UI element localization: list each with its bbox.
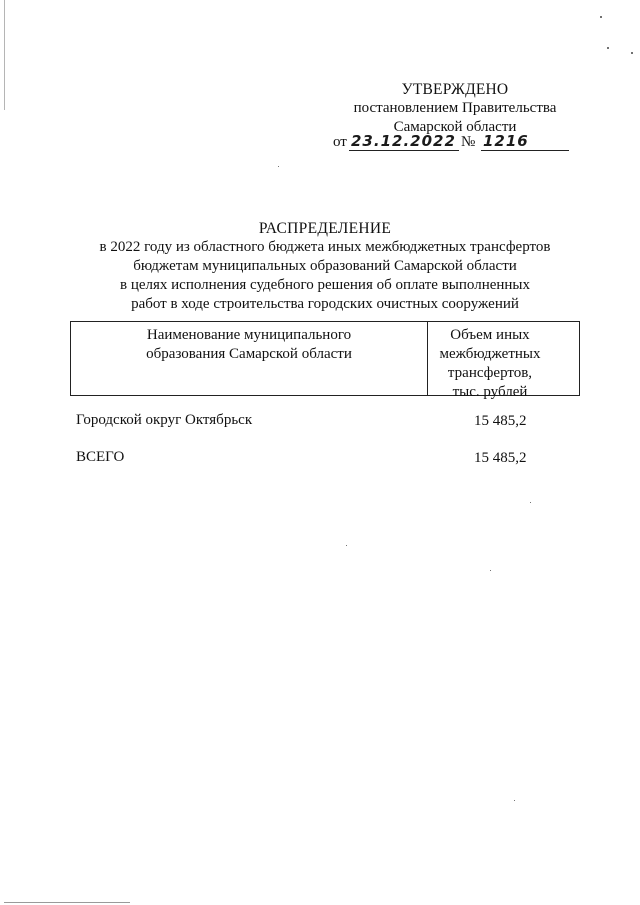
decree-reference: [333, 132, 573, 154]
scan-speck: [530, 502, 531, 503]
approval-title: УТВЕРЖДЕНО: [401, 81, 509, 98]
scan-margin-mark: [4, 0, 5, 110]
header-amount-column: [428, 326, 580, 402]
total-amount: 15 485,2: [474, 450, 527, 466]
document-title: РАСПРЕДЕЛЕНИЕ: [258, 220, 392, 237]
table-row: [76, 412, 580, 432]
approval-line-region: Самарской области: [393, 119, 517, 135]
scan-footer-line: [4, 902, 130, 903]
decree-date-handwritten: 23.12.2022: [351, 132, 456, 150]
header-amount-line: Объем иных: [450, 327, 530, 343]
approval-block: [330, 80, 580, 137]
heading-line: бюджетам муниципальных образований Самарской области: [133, 258, 517, 274]
heading-line: в целях исполнения судебного решения об оплате выполненных: [119, 277, 531, 293]
header-amount-line: трансфертов,: [447, 365, 533, 381]
header-name-line: Наименование муниципального: [146, 327, 352, 343]
scan-speck: [278, 166, 279, 167]
decree-number-label: №: [461, 134, 476, 150]
scan-speck: [600, 16, 602, 18]
row-municipality-name: Городской округ Октябрьск: [76, 412, 253, 428]
header-name-column: [71, 326, 427, 364]
document-heading: [70, 219, 580, 314]
table-header: [70, 321, 580, 400]
table-total-row: [76, 449, 580, 469]
decree-from-label: от: [333, 134, 347, 150]
header-name-line: образования Самарской области: [146, 346, 352, 362]
heading-line: работ в ходе строительства городских очистных сооружений: [131, 296, 519, 312]
decree-number-handwritten: 1216: [483, 132, 529, 150]
total-label: ВСЕГО: [76, 449, 125, 465]
scan-speck: [607, 47, 609, 49]
approval-line-resolution: постановлением Правительства: [353, 100, 557, 116]
decree-date-underline: [349, 150, 459, 151]
scan-speck: [631, 52, 633, 54]
scan-speck: [514, 800, 515, 801]
header-amount-line: межбюджетных: [439, 346, 541, 362]
heading-line: в 2022 году из областного бюджета иных межбюджетных трансфертов: [99, 239, 551, 255]
decree-number-underline: [481, 150, 569, 151]
scan-speck: [490, 570, 491, 571]
scan-speck: [346, 545, 347, 546]
row-amount: 15 485,2: [474, 413, 527, 429]
header-amount-line: тыс. рублей: [452, 384, 528, 400]
